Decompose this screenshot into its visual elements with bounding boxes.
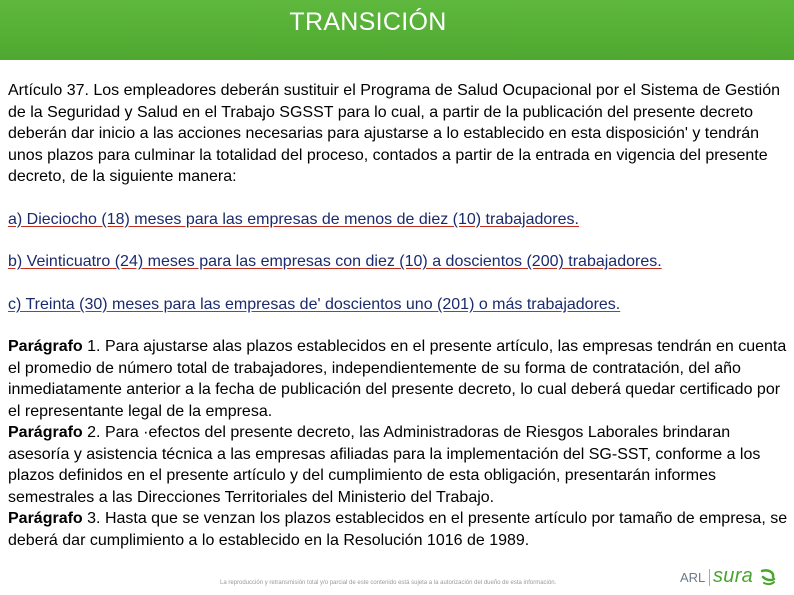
paragraph-2-text: 2. Para ·efectos del presente decreto, las Administradoras de Riesgos Laborales brindaran asesoría y asistencia técnica a las empresas afiliadas para la implementación del SG-SST, conforme a los plazos definidos en el presente artículo y del cumplimiento de esta obligación, presentarán informes semestrales a las Direcciones Territoriales del Ministerio del Trabajo. xyxy=(8,424,761,506)
title-banner xyxy=(0,0,794,60)
document-body xyxy=(8,80,790,551)
logo-divider xyxy=(709,569,710,586)
arl-sura-logo xyxy=(680,565,790,591)
sura-swoosh-icon xyxy=(760,567,776,592)
paragraph-1-text: 1. Para ajustarse alas plazos establecidos en el presente artículo, las empresas tendrán en cuenta el promedio de número total de trabajadores, independientemente de su forma de contratación, del año inmediatamente anterior a la fecha de publicación del presente decreto, lo cual deberá quedar certificado por el representante legal de la empresa. xyxy=(8,338,787,420)
paragraph-2-label: Parágrafo xyxy=(8,424,83,441)
footer-disclaimer: La reproducción y retransmisión total y/o parcial de este contenido está sujeta a la autorización del dueño de esta información. xyxy=(220,580,557,586)
deadline-item-a: a) Dieciocho (18) meses para las empresas de menos de diez (10) trabajadores. xyxy=(8,210,579,228)
article-intro: Artículo 37. Los empleadores deberán sustituir el Programa de Salud Ocupacional por el Sistema de Gestión de la Seguridad y Salud en el Trabajo SGSST para lo cual, a partir de la publicación del presente decreto deberán dar inicio a las acciones necesarias para ajustarse a lo establecido en esta disposición' y tendrán unos plazos para culminar la totalidad del proceso, contados a partir de la entrada en vigencia del presente decreto, de la siguiente manera: xyxy=(8,82,780,185)
paragraph-1 xyxy=(8,336,790,422)
paragraph-2 xyxy=(8,422,790,508)
paragraph-3 xyxy=(8,508,790,551)
page-title: TRANSICIÓN xyxy=(289,8,447,36)
logo-arl-text: ARL xyxy=(680,570,706,585)
paragraph-3-label: Parágrafo xyxy=(8,510,83,527)
paragraph-1-label: Parágrafo xyxy=(8,338,83,355)
deadline-item-c: c) Treinta (30) meses para las empresas de' doscientos uno (201) o más trabajadores. xyxy=(8,295,621,313)
logo-brand-text: sura xyxy=(713,565,754,587)
deadline-item-b: b) Veinticuatro (24) meses para las empresas con diez (10) a doscientos (200) trabajadores. xyxy=(8,253,662,270)
paragraph-3-text: 3. Hasta que se venzan los plazos establecidos en el presente artículo por tamaño de empresa, se deberá dar cumplimiento a lo establecido en la Resolución 1016 de 1989. xyxy=(8,510,788,549)
